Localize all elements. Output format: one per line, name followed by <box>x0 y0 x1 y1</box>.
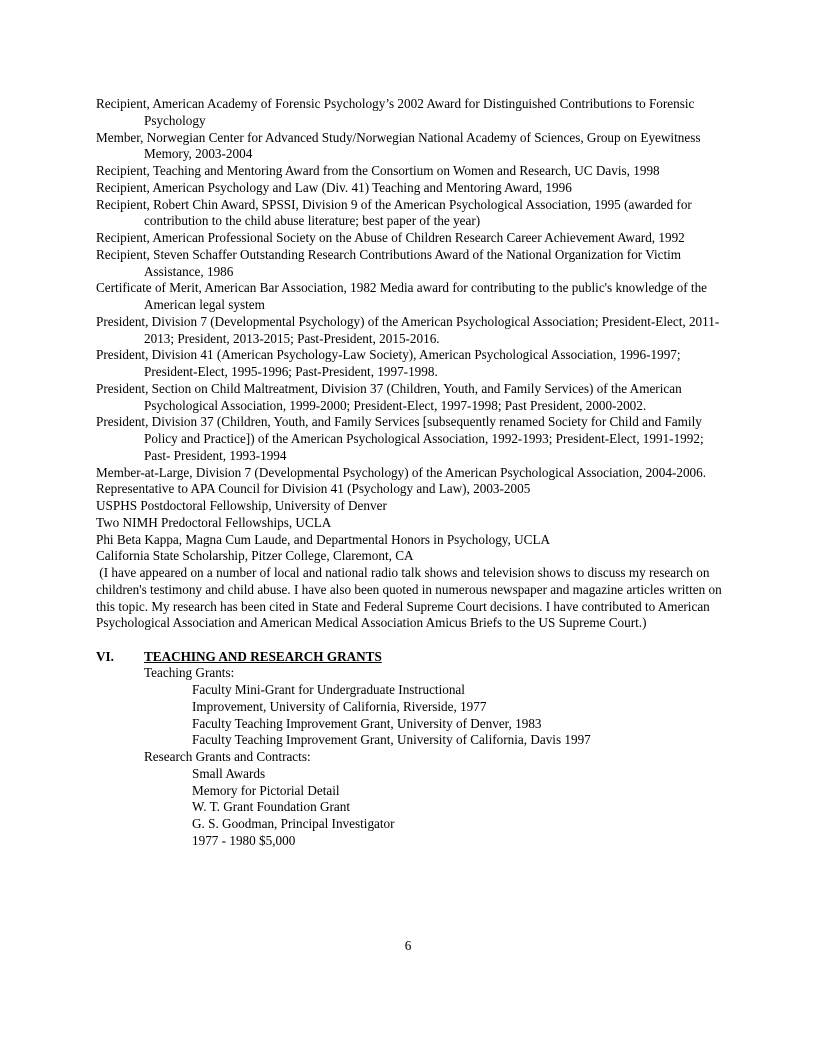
honors-entry: President, Division 7 (Developmental Psychology) of the American Psychological Association; President-Elect, 2011-2013; President, 2013-2015; Past-President, 2015-2016. <box>96 313 720 346</box>
research-grants-label: Research Grants and Contracts: <box>144 749 311 764</box>
honors-entry: Phi Beta Kappa, Magna Cum Laude, and Departmental Honors in Psychology, UCLA <box>96 531 551 547</box>
research-grant-line: Memory for Pictorial Detail <box>192 782 340 798</box>
page-number: 6 <box>404 938 412 953</box>
research-grants-list <box>96 766 722 850</box>
honors-entry: Member, Norwegian Center for Advanced Study/Norwegian National Academy of Sciences, Group on Eyewitness Memory, 2003-2004 <box>96 129 701 162</box>
research-grant-line: 1977 - 1980 $5,000 <box>192 832 296 848</box>
section-title: TEACHING AND RESEARCH GRANTS <box>144 648 382 664</box>
honors-entry: Member-at-Large, Division 7 (Developmental Psychology) of the American Psychological Association, 2004-2006. <box>96 464 707 480</box>
section-heading <box>96 649 722 666</box>
honors-awards-list <box>96 96 722 565</box>
teaching-grant-line: Faculty Teaching Improvement Grant, University of California, Davis 1997 <box>192 732 591 748</box>
honors-entry: President, Division 37 (Children, Youth, and Family Services [subsequently renamed Society for Child and Family Policy and Practice]) of the American Psychological Association, 1992-1993; President-Elect, 1991-1992; Past- President, 1993-1994 <box>96 414 704 463</box>
honors-entry: Recipient, American Academy of Forensic Psychology’s 2002 Award for Distinguished Contributions to Forensic Psychology <box>96 96 695 128</box>
research-grant-line: G. S. Goodman, Principal Investigator <box>192 816 395 831</box>
honors-entry: President, Division 41 (American Psychology-Law Society), American Psychological Association, 1996-1997; President-Elect, 1995-1996; Past-President, 1997-1998. <box>96 347 681 379</box>
honors-entry: Representative to APA Council for Division 41 (Psychology and Law), 2003-2005 <box>96 481 531 497</box>
section-number: VI. <box>96 648 114 664</box>
honors-entry: Recipient, Teaching and Mentoring Award from the Consortium on Women and Research, UC Davis, 1998 <box>96 163 660 178</box>
honors-entry: Recipient, American Psychology and Law (Div. 41) Teaching and Mentoring Award, 1996 <box>96 179 572 195</box>
honors-entry: Recipient, American Professional Society on the Abuse of Children Research Career Achievement Award, 1992 <box>96 230 685 245</box>
honors-entry: Certificate of Merit, American Bar Association, 1982 Media award for contributing to the public's knowledge of the American legal system <box>96 280 708 312</box>
research-grant-line: W. T. Grant Foundation Grant <box>192 799 350 815</box>
honors-entry: President, Section on Child Maltreatment, Division 37 (Children, Youth, and Family Services) of the American Psychological Association, 1999-2000; President-Elect, 1997-1998; Past President, 2000-2002. <box>96 380 682 413</box>
honors-entry: California State Scholarship, Pitzer College, Claremont, CA <box>96 548 414 564</box>
research-grant-line: Small Awards <box>192 765 266 781</box>
page-content <box>96 96 725 850</box>
honors-entry: Two NIMH Predoctoral Fellowships, UCLA <box>96 514 332 530</box>
teaching-grant-line: Improvement, University of California, Riverside, 1977 <box>192 698 487 714</box>
teaching-grant-line: Faculty Mini-Grant for Undergraduate Instructional <box>192 682 465 697</box>
honors-entry: Recipient, Robert Chin Award, SPSSI, Division 9 of the American Psychological Association, 1995 (awarded for contribution to the child abuse literature; best paper of the year) <box>96 196 692 229</box>
teaching-grant-line: Faculty Teaching Improvement Grant, University of Denver, 1983 <box>192 715 542 731</box>
media-note-paragraph: (I have appeared on a number of local and national radio talk shows and television shows to discuss my research on children's testimony and child abuse. I have also been quoted in numerous newspaper and magazine articles written on this topic. My research has been cited in State and Federal Supreme Court decisions. I have contributed to American Psychological Association and American Medical Association Amicus Briefs to the US Supreme Court.) <box>96 565 725 631</box>
honors-entry: Recipient, Steven Schaffer Outstanding Research Contributions Award of the National Organization for Victim Assistance, 1986 <box>96 246 682 279</box>
teaching-grants-label: Teaching Grants: <box>144 665 235 681</box>
honors-entry: USPHS Postdoctoral Fellowship, University of Denver <box>96 498 387 513</box>
teaching-grants-list <box>96 682 722 749</box>
